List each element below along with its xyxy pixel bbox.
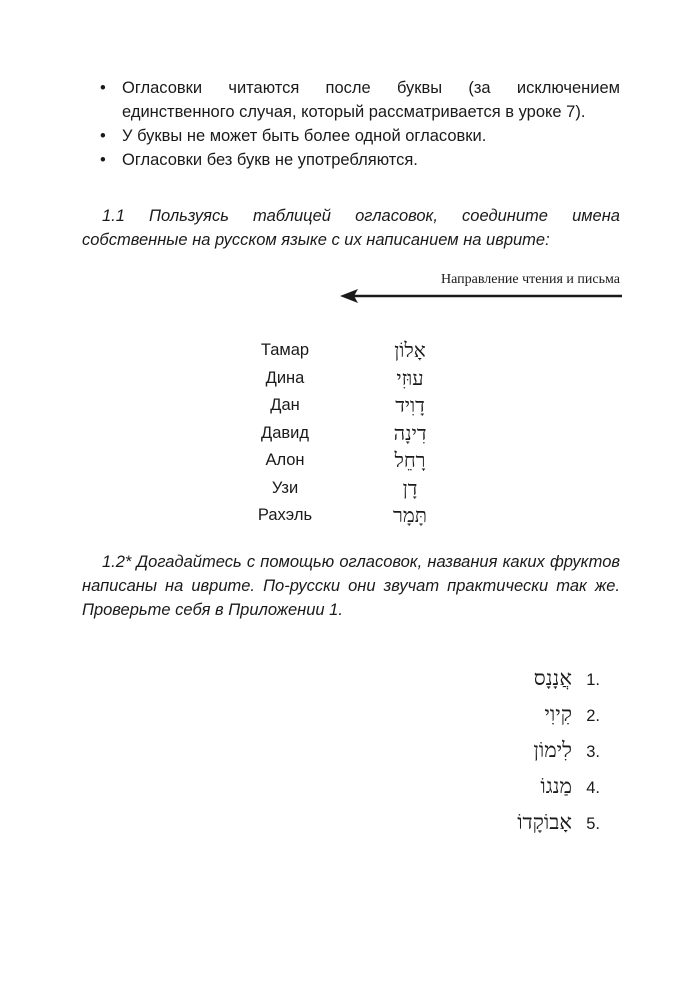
russian-name: Дан <box>270 396 300 414</box>
russian-name: Дина <box>265 368 305 387</box>
reading-direction-label: Направление чтения и письма <box>440 272 620 287</box>
russian-name: Тамар <box>260 341 310 359</box>
hebrew-name: דָוִיד <box>395 393 425 417</box>
fruit-item <box>440 732 600 768</box>
bullet-icon: • <box>100 79 106 97</box>
fruit-hebrew-word: אָבוֹקָדוֹ <box>517 810 572 834</box>
hebrew-names-column <box>360 336 460 529</box>
left-arrow-icon <box>340 289 622 303</box>
hebrew-name: עוּזִי <box>396 365 424 390</box>
fruit-hebrew-word: מַנגוֹ <box>540 774 572 798</box>
exercise-1-instruction <box>82 204 620 252</box>
fruit-hebrew-word: קִיוִי <box>544 702 572 726</box>
hebrew-name: דָן <box>402 475 418 500</box>
russian-name: Алон <box>265 451 305 469</box>
fruit-list <box>440 660 600 840</box>
fruit-number: 1. <box>586 671 600 689</box>
fruit-hebrew-word: לִימוֹן <box>533 738 572 762</box>
rule-text: У буквы не может быть более одной огласовки. <box>122 127 487 145</box>
rule-text: Огласовки читаются после буквы (за исключением единственного случая, который рассматривается в уроке 7). <box>122 79 620 121</box>
russian-names-column <box>230 339 340 532</box>
fruit-item <box>440 660 600 696</box>
rule-item <box>100 124 620 148</box>
exercise-2-text: 1.2* Догадайтесь с помощью огласовок, названия каких фруктов написаны на иврите. По-русски они звучат практически так же. Проверьте себя в Приложении 1. <box>82 553 620 619</box>
fruit-number: 3. <box>586 743 600 761</box>
rule-text: Огласовки без букв не употребляются. <box>122 151 418 169</box>
russian-name: Рахэль <box>257 506 313 524</box>
hebrew-name: דִינָה <box>393 420 427 445</box>
hebrew-name: תָּמָר <box>393 503 427 527</box>
russian-name: Узи <box>271 478 299 497</box>
rule-item <box>100 148 620 172</box>
bullet-icon: • <box>100 127 106 145</box>
fruit-item <box>440 804 600 840</box>
bullet-icon: • <box>100 151 106 169</box>
fruit-number: 4. <box>586 779 600 797</box>
reading-direction-indicator <box>340 272 622 306</box>
fruit-item <box>440 696 600 732</box>
rules-list <box>100 76 620 172</box>
hebrew-name: אָלוֹן <box>394 338 426 362</box>
russian-name: Давид <box>261 423 309 442</box>
rule-item <box>100 76 620 124</box>
exercise-1-text: 1.1 Пользуясь таблицей огласовок, соедините имена собственные на русском языке с их написанием на иврите: <box>82 207 620 249</box>
hebrew-name: רָחֵל <box>394 448 426 472</box>
fruit-number: 2. <box>586 707 600 725</box>
fruit-hebrew-word: אֲנָנָס <box>533 666 572 690</box>
fruit-item <box>440 768 600 804</box>
exercise-2-instruction <box>82 550 620 622</box>
fruit-number: 5. <box>586 815 600 833</box>
